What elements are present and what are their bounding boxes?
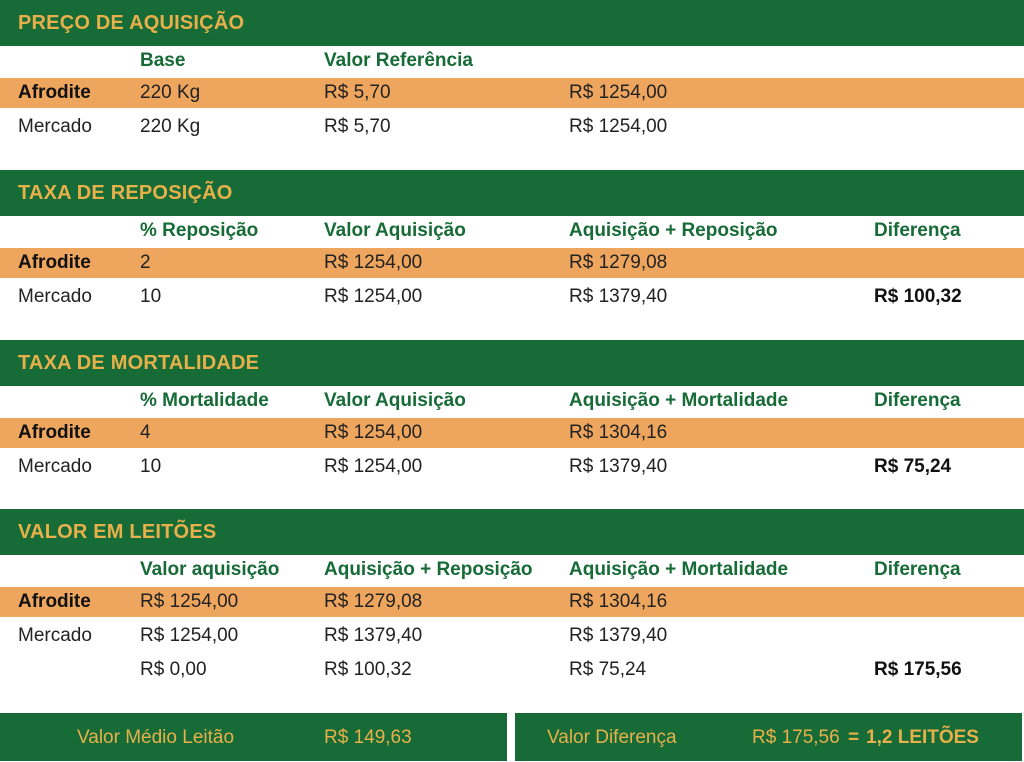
- column-header: Valor Aquisição: [324, 220, 466, 241]
- table-row-mercado: [0, 282, 1024, 312]
- section-header: [0, 170, 1024, 216]
- table-cell: R$ 1379,40: [569, 286, 668, 307]
- table-cell: R$ 5,70: [324, 116, 391, 137]
- column-header: Diferença: [874, 390, 961, 411]
- row-label: Mercado: [18, 456, 92, 477]
- table-cell: R$ 1254,00: [569, 116, 668, 137]
- column-header: % Reposição: [140, 220, 259, 241]
- footer-average-value: R$ 149,63: [324, 727, 412, 748]
- table-row-mercado: [0, 621, 1024, 651]
- table-cell: R$ 1254,00: [324, 456, 423, 477]
- table-cell: R$ 1379,40: [569, 625, 668, 646]
- table-cell: R$ 1254,00: [324, 286, 423, 307]
- column-header-row: [0, 555, 1024, 585]
- footer-difference-box: [515, 713, 1022, 761]
- footer-average-box: [0, 713, 507, 761]
- column-header: Valor Aquisição: [324, 390, 466, 411]
- table-row-afrodite: [0, 418, 1024, 448]
- row-label: Mercado: [18, 625, 92, 646]
- table-cell: 4: [140, 422, 151, 443]
- table-cell: R$ 1304,16: [569, 591, 668, 612]
- table-row-afrodite: [0, 248, 1024, 278]
- section-header: [0, 0, 1024, 46]
- column-header: Valor aquisição: [140, 559, 280, 580]
- table-row-afrodite: [0, 587, 1024, 617]
- section-header: [0, 509, 1024, 555]
- table-cell: 220 Kg: [140, 116, 201, 137]
- column-header: % Mortalidade: [140, 390, 269, 411]
- table-row-difference: [0, 655, 1024, 685]
- table-cell: R$ 1254,00: [140, 625, 239, 646]
- table-cell: R$ 1254,00: [569, 82, 668, 103]
- section-title: PREÇO DE AQUISIÇÃO: [18, 12, 245, 34]
- table-cell: R$ 0,00: [140, 659, 207, 680]
- section-title: VALOR EM LEITÕES: [18, 521, 217, 543]
- table-row-mercado: [0, 112, 1024, 142]
- column-header: Aquisição + Reposição: [324, 559, 533, 580]
- footer-result: 1,2 LEITÕES: [866, 727, 979, 748]
- row-label: Afrodite: [18, 422, 91, 443]
- difference-value: R$ 100,32: [874, 286, 962, 307]
- table-cell: R$ 1304,16: [569, 422, 668, 443]
- section-header: [0, 340, 1024, 386]
- table-cell: R$ 1254,00: [324, 422, 423, 443]
- row-label: Afrodite: [18, 252, 91, 273]
- column-header: Diferença: [874, 220, 961, 241]
- table-cell: 220 Kg: [140, 82, 201, 103]
- column-header-row: [0, 386, 1024, 416]
- row-label: Mercado: [18, 286, 92, 307]
- table-row-afrodite: [0, 78, 1024, 108]
- column-header: Diferença: [874, 559, 961, 580]
- column-header: Valor Referência: [324, 50, 473, 71]
- table-cell: R$ 1254,00: [140, 591, 239, 612]
- table-cell: R$ 100,32: [324, 659, 412, 680]
- column-header: Aquisição + Mortalidade: [569, 559, 789, 580]
- footer-equals-sign: =: [848, 727, 860, 748]
- table-cell: R$ 1379,40: [324, 625, 423, 646]
- footer-difference-value: R$ 175,56: [752, 727, 840, 748]
- column-header: Base: [140, 50, 186, 71]
- difference-total-value: R$ 175,56: [874, 659, 962, 680]
- table-row-mercado: [0, 452, 1024, 482]
- footer-average-label: Valor Médio Leitão: [77, 727, 235, 748]
- table-cell: 10: [140, 286, 162, 307]
- table-cell: 2: [140, 252, 151, 273]
- footer-difference-label: Valor Diferença: [547, 727, 677, 748]
- table-cell: R$ 1254,00: [324, 252, 423, 273]
- table-cell: R$ 1379,40: [569, 456, 668, 477]
- row-label: Mercado: [18, 116, 92, 137]
- table-cell: R$ 1279,08: [569, 252, 668, 273]
- table-cell: R$ 75,24: [569, 659, 647, 680]
- column-header-row: [0, 46, 1024, 76]
- column-header: Aquisição + Mortalidade: [569, 390, 789, 411]
- table-cell: 10: [140, 456, 162, 477]
- table-cell: R$ 5,70: [324, 82, 391, 103]
- column-header: Aquisição + Reposição: [569, 220, 778, 241]
- section-title: TAXA DE MORTALIDADE: [18, 352, 260, 374]
- column-header-row: [0, 216, 1024, 246]
- difference-value: R$ 75,24: [874, 456, 952, 477]
- section-title: TAXA DE REPOSIÇÃO: [18, 182, 233, 204]
- row-label: Afrodite: [18, 82, 91, 103]
- row-label: Afrodite: [18, 591, 91, 612]
- table-cell: R$ 1279,08: [324, 591, 423, 612]
